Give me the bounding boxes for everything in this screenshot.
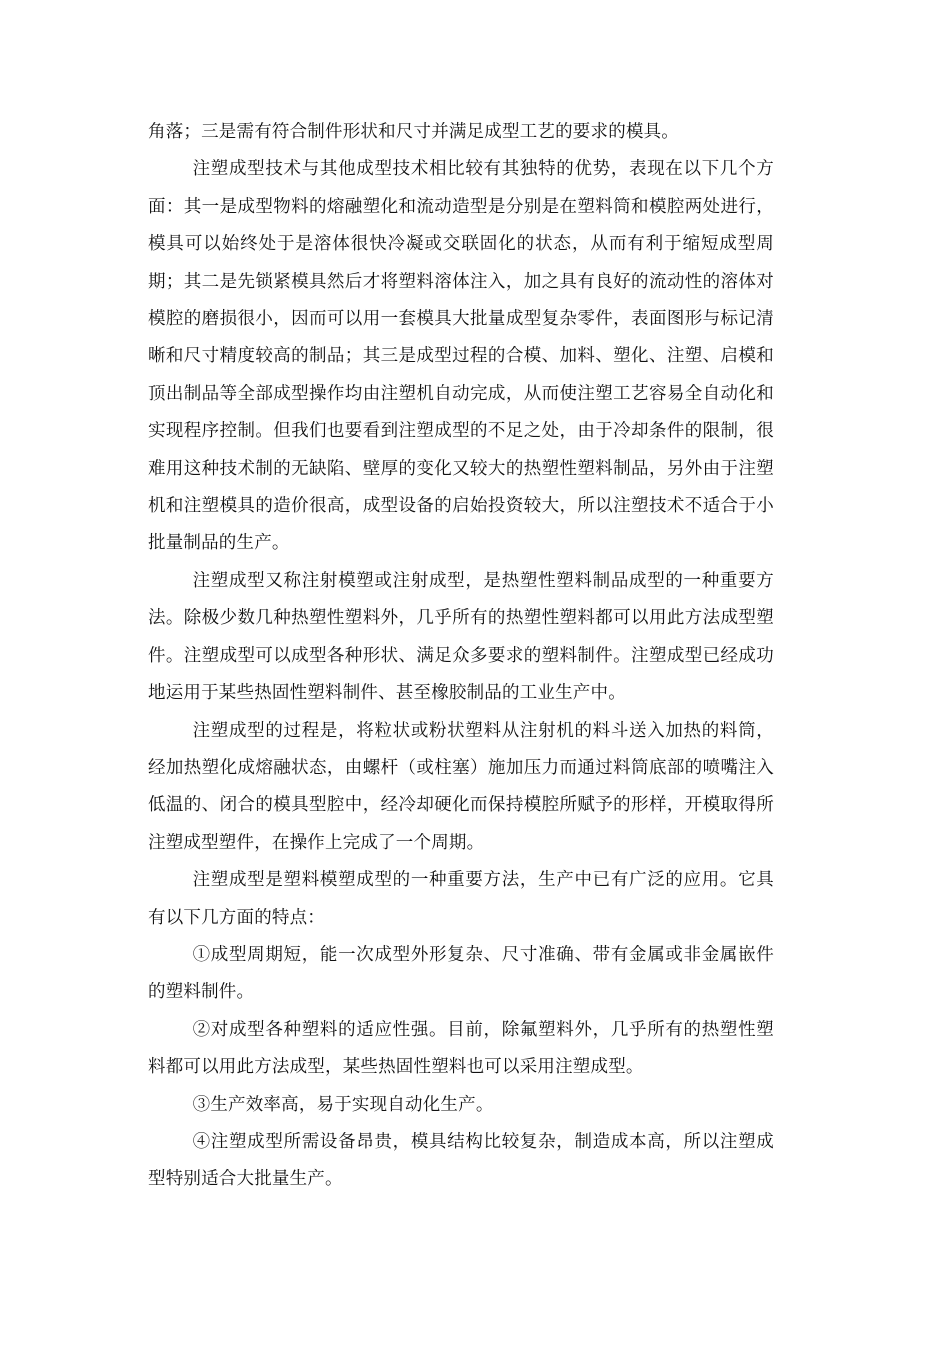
paragraph-features-intro: 注塑成型是塑料模塑成型的一种重要方法，生产中已有广泛的应用。它具有以下几方面的特点： — [148, 870, 774, 928]
feature-item-1: ①成型周期短，能一次成型外形复杂、尺寸准确、带有金属或非金属嵌件的塑料制件。 — [148, 944, 774, 1003]
feature-item-4: ④注塑成型所需设备昂贵，模具结构比较复杂，制造成本高，所以注塑成型特别适合大批量生产。 — [148, 1131, 774, 1190]
document-body — [148, 114, 774, 1199]
feature-item-2: ②对成型各种塑料的适应性强。目前，除氟塑料外，几乎所有的热塑性塑料都可以用此方法成型，某些热固性塑料也可以采用注塑成型。 — [148, 1019, 774, 1078]
feature-item-3: ③生产效率高，易于实现自动化生产。 — [192, 1094, 494, 1115]
paragraph-definition: 注塑成型又称注射模塑或注射成型，是热塑性塑料制品成型的一种重要方法。除极少数几种热塑性塑料外，几乎所有的热塑性塑料都可以用此方法成型塑件。注塑成型可以成型各种形状、满足众多要求的塑料制件。注塑成型已经成功地运用于某些热固性塑料制件、甚至橡胶制品的工业生产中。 — [148, 570, 774, 704]
paragraph-advantages: 注塑成型技术与其他成型技术相比较有其独特的优势，表现在以下几个方面：其一是成型物料的熔融塑化和流动造型是分别是在塑料筒和模腔两处进行，模具可以始终处于是溶体很快冷凝或交联固化的状态，从而有利于缩短成型周期；其二是先锁紧模具然后才将塑料溶体注入，加之具有良好的流动性的溶体对模腔的磨损很小，因而可以用一套模具大批量成型复杂零件，表面图形与标记清晰和尺寸精度较高的制品；其三是成型过程的合模、加料、塑化、注塑、启模和顶出制品等全部成型操作均由注塑机自动完成，从而使注塑工艺容易全自动化和实现程序控制。但我们也要看到注塑成型的不足之处，由于冷却条件的限制，很难用这种技术制的无缺陷、壁厚的变化又较大的热塑性塑料制品，另外由于注塑机和注塑模具的造价很高，成型设备的启始投资较大，所以注塑技术不适合于小批量制品的生产。 — [148, 159, 774, 554]
paragraph-process: 注塑成型的过程是，将粒状或粉状塑料从注射机的料斗送入加热的料筒，经加热塑化成熔融状态，由螺杆（或柱塞）施加压力而通过料筒底部的喷嘴注入低温的、闭合的模具型腔中，经冷却硬化而保持模腔所赋予的形样，开模取得所注塑成型塑件，在操作上完成了一个周期。 — [148, 720, 774, 853]
paragraph-continuation: 角落；三是需有符合制件形状和尺寸并满足成型工艺的要求的模具。 — [148, 122, 679, 142]
